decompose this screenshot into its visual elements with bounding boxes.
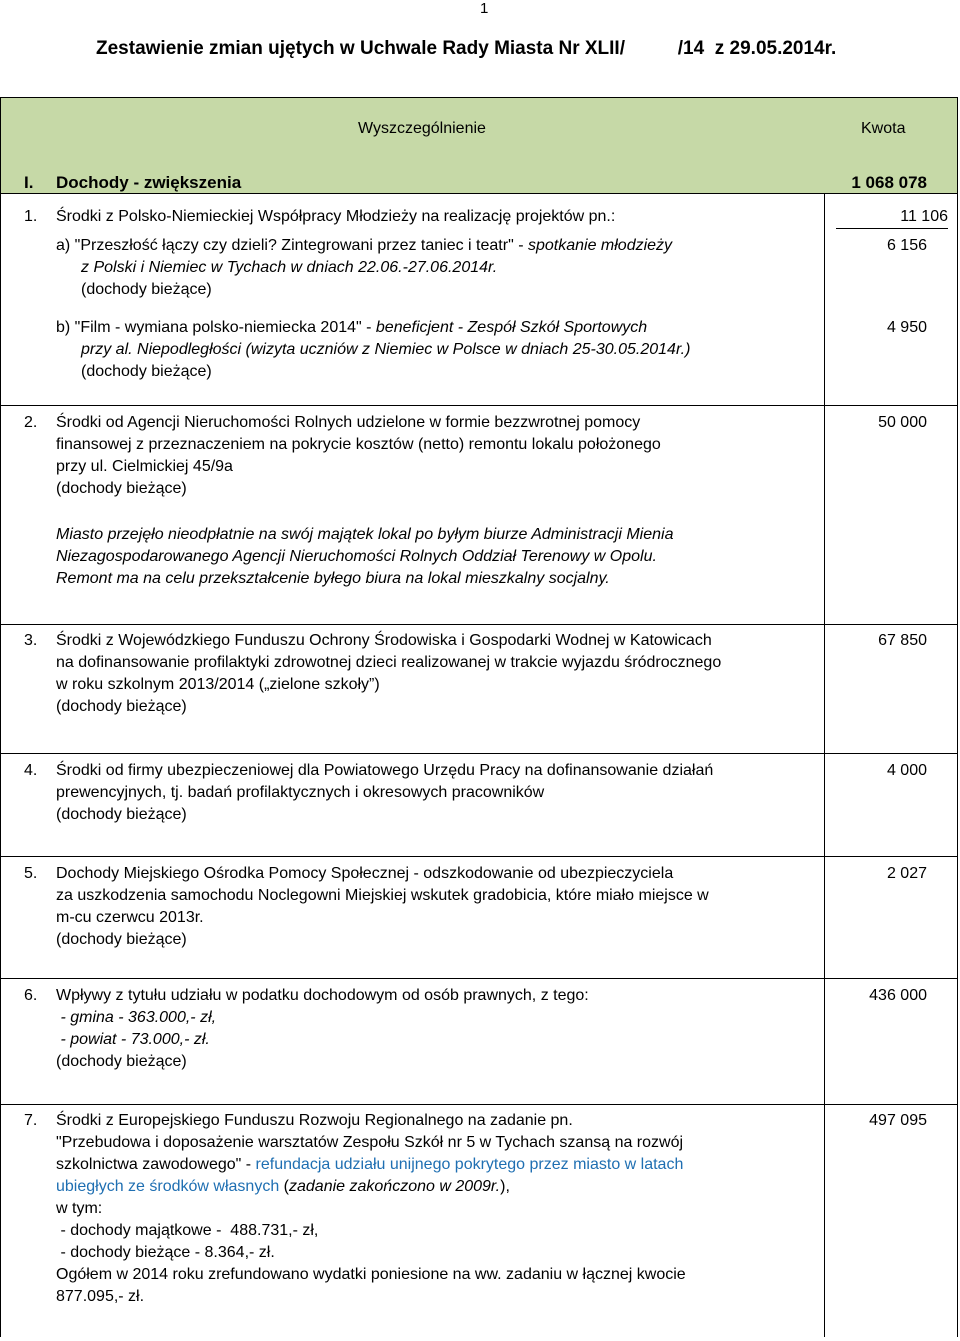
header-description: Wyszczególnienie — [358, 120, 486, 137]
item-text: (dochody bieżące) — [56, 480, 187, 497]
item-amount: 4 000 — [886, 762, 927, 779]
section-label: Dochody - zwiększenia — [56, 173, 242, 192]
item-text: Środki z Wojewódzkiego Funduszu Ochrony Środowiska i Gospodarki Wodnej w Katowicach — [56, 632, 712, 649]
item-amount: 67 850 — [878, 632, 927, 649]
row-divider — [1, 856, 957, 857]
item-text: w roku szkolnym 2013/2014 („zielone szkoły”) — [56, 676, 380, 693]
item-text: (dochody bieżące) — [56, 1053, 187, 1070]
item-text: na dofinansowanie profilaktyki zdrowotnej dzieci realizowanej w trakcie wyjazdu śródrocznego — [56, 654, 722, 671]
item-text: Dochody Miejskiego Ośrodka Pomocy Społecznej - odszkodowanie od ubezpieczyciela — [56, 865, 674, 882]
item-amount: 11 106 — [836, 206, 948, 229]
item-text: m-cu czerwcu 2013r. — [56, 909, 204, 926]
item-number: 2. — [24, 414, 38, 431]
sub-item-a-amount: 6 156 — [886, 237, 927, 254]
sub-item-b-amount: 4 950 — [886, 319, 927, 336]
sub-item-b-text-2: przy al. Niepodległości (wizyta uczniów z Niemiec w Polsce w dniach 25-30.05.2014r.) — [81, 341, 691, 358]
item-text: ubiegłych ze środków własnych (zadanie zakończono w 2009r.), — [56, 1178, 510, 1195]
item-note: Niezagospodarowanego Agencji Nieruchomości Rolnych Oddział Terenowy w Opolu. — [56, 548, 657, 565]
item-text: Środki od firmy ubezpieczeniowej dla Powiatowego Urzędu Pracy na dofinansowanie działań — [56, 762, 714, 779]
item-text: Wpływy z tytułu udziału w podatku dochodowym od osób prawnych, z tego: — [56, 987, 589, 1004]
page-number: 1 — [480, 0, 489, 17]
item-text: Środki z Polsko-Niemieckiej Współpracy Młodzieży na realizację projektów pn.: — [56, 208, 616, 225]
sub-item-a-text: a) "Przeszłość łączy czy dzieli? Zintegrowani przez taniec i teatr" - spotkanie młodzieży — [56, 237, 673, 254]
section-number: I. — [24, 173, 34, 192]
section-amount: 1 068 078 — [851, 173, 927, 192]
item-text: (dochody bieżące) — [56, 931, 187, 948]
item-text: - powiat - 73.000,- zł. — [56, 1031, 210, 1048]
item-number: 4. — [24, 762, 38, 779]
item-note: Remont ma na celu przekształcenie byłego biura na lokal mieszkalny socjalny. — [56, 570, 610, 587]
item-amount: 436 000 — [869, 987, 927, 1004]
row-divider — [1, 753, 957, 754]
item-text: w tym: — [56, 1200, 103, 1217]
row-divider — [1, 624, 957, 625]
changes-table — [0, 97, 958, 1337]
row-divider — [1, 978, 957, 979]
row-divider — [1, 1104, 957, 1105]
item-number: 5. — [24, 865, 38, 882]
item-text: (dochody bieżące) — [56, 698, 187, 715]
item-amount: 50 000 — [878, 414, 927, 431]
item-text: 877.095,- zł. — [56, 1288, 145, 1305]
item-number: 3. — [24, 632, 38, 649]
item-number: 1. — [24, 208, 38, 225]
item-text: prewencyjnych, tj. badań profilaktycznych i okresowych pracowników — [56, 784, 545, 801]
item-text: Środki od Agencji Nieruchomości Rolnych udzielone w formie bezzwrotnej pomocy — [56, 414, 641, 431]
item-text: - dochody majątkowe - 488.731,- zł, — [56, 1222, 319, 1239]
item-text: za uszkodzenia samochodu Noclegowni Miejskiej wskutek gradobicia, które miało miejsce w — [56, 887, 709, 904]
item-amount: 497 095 — [869, 1112, 927, 1129]
header-amount: Kwota — [861, 120, 906, 137]
document-title: Zestawienie zmian ujętych w Uchwale Rady Miasta Nr XLII/ /14 z 29.05.2014r. — [96, 38, 837, 59]
item-number: 6. — [24, 987, 38, 1004]
column-separator — [824, 98, 825, 1337]
row-divider — [1, 405, 957, 406]
item-amount: 2 027 — [886, 865, 927, 882]
item-number: 7. — [24, 1112, 38, 1129]
item-text: (dochody bieżące) — [56, 806, 187, 823]
item-text: przy ul. Cielmickiej 45/9a — [56, 458, 233, 475]
item-text: - gmina - 363.000,- zł, — [56, 1009, 217, 1026]
sub-item-a-text-2: z Polski i Niemiec w Tychach w dniach 22.06.-27.06.2014r. — [81, 259, 498, 276]
sub-item-a-text-3: (dochody bieżące) — [81, 281, 212, 298]
item-text: Środki z Europejskiego Funduszu Rozwoju Regionalnego na zadanie pn. — [56, 1112, 573, 1129]
item-text: szkolnictwa zawodowego" - refundacja udziału unijnego pokrytego przez miasto w latach — [56, 1156, 684, 1173]
item-note: Miasto przejęło nieodpłatnie na swój majątek lokal po byłym biurze Administracji Mienia — [56, 526, 674, 543]
item-text: "Przebudowa i doposażenie warsztatów Zespołu Szkół nr 5 w Tychach szansą na rozwój — [56, 1134, 684, 1151]
table-header — [1, 98, 957, 162]
item-text: Ogółem w 2014 roku zrefundowano wydatki poniesione na ww. zadaniu w łącznej kwocie — [56, 1266, 686, 1283]
section-row — [1, 161, 957, 194]
item-text: - dochody bieżące - 8.364,- zł. — [56, 1244, 275, 1261]
sub-item-b-text-3: (dochody bieżące) — [81, 363, 212, 380]
sub-item-b-text: b) "Film - wymiana polsko-niemiecka 2014" - beneficjent - Zespół Szkół Sportowych — [56, 319, 648, 336]
item-text: finansowej z przeznaczeniem na pokrycie kosztów (netto) remontu lokalu położonego — [56, 436, 661, 453]
